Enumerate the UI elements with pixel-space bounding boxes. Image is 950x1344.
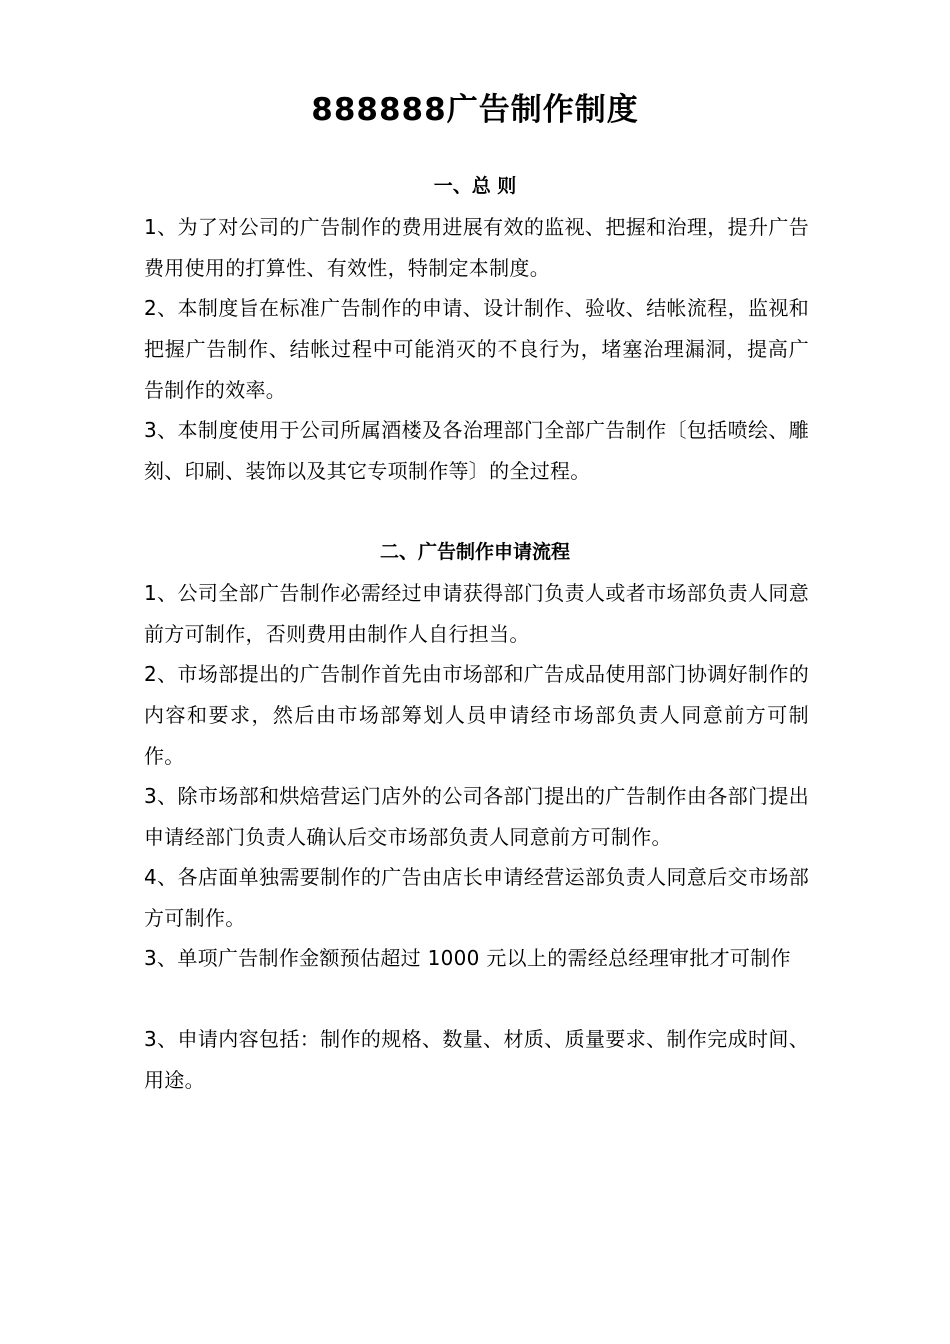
document-title: 888888广告制作制度 (311, 92, 639, 128)
paragraph: 1、为了对公司的广告制作的费用进展有效的监视、把握和治理，提升广告费用使用的打算性、有效性，特制定本制度。 (144, 215, 809, 280)
paragraph: 2、本制度旨在标准广告制作的申请、设计制作、验收、结帐流程，监视和把握广告制作、结帐过程中可能消灭的不良行为，堵塞治理漏洞，提高广告制作的效率。 (144, 296, 809, 402)
paragraph: 3、申请内容包括：制作的规格、数量、材质、质量要求、制作完成时间、用途。 (144, 1027, 809, 1092)
paragraph: 4、各店面单独需要制作的广告由店长申请经营运部负责人同意后交市场部方可制作。 (144, 865, 809, 930)
paragraph: 3、本制度使用于公司所属酒楼及各治理部门全部广告制作〔包括喷绘、雕刻、印刷、装饰以及其它专项制作等〕的全过程。 (144, 418, 809, 483)
paragraph: 3、单项广告制作金额预估超过 1000 元以上的需经总经理审批才可制作 (144, 946, 791, 970)
section-heading-general: 一、总 则 (433, 175, 517, 197)
section-heading-application-process: 二、广告制作申请流程 (379, 541, 570, 563)
paragraph: 3、除市场部和烘焙营运门店外的公司各部门提出的广告制作由各部门提出申请经部门负责人确认后交市场部负责人同意前方可制作。 (144, 784, 809, 849)
paragraph: 2、市场部提出的广告制作首先由市场部和广告成品使用部门协调好制作的内容和要求，然后由市场部筹划人员申请经市场部负责人同意前方可制作。 (144, 662, 809, 768)
paragraph: 1、公司全部广告制作必需经过申请获得部门负责人或者市场部负责人同意前方可制作，否则费用由制作人自行担当。 (144, 581, 809, 646)
